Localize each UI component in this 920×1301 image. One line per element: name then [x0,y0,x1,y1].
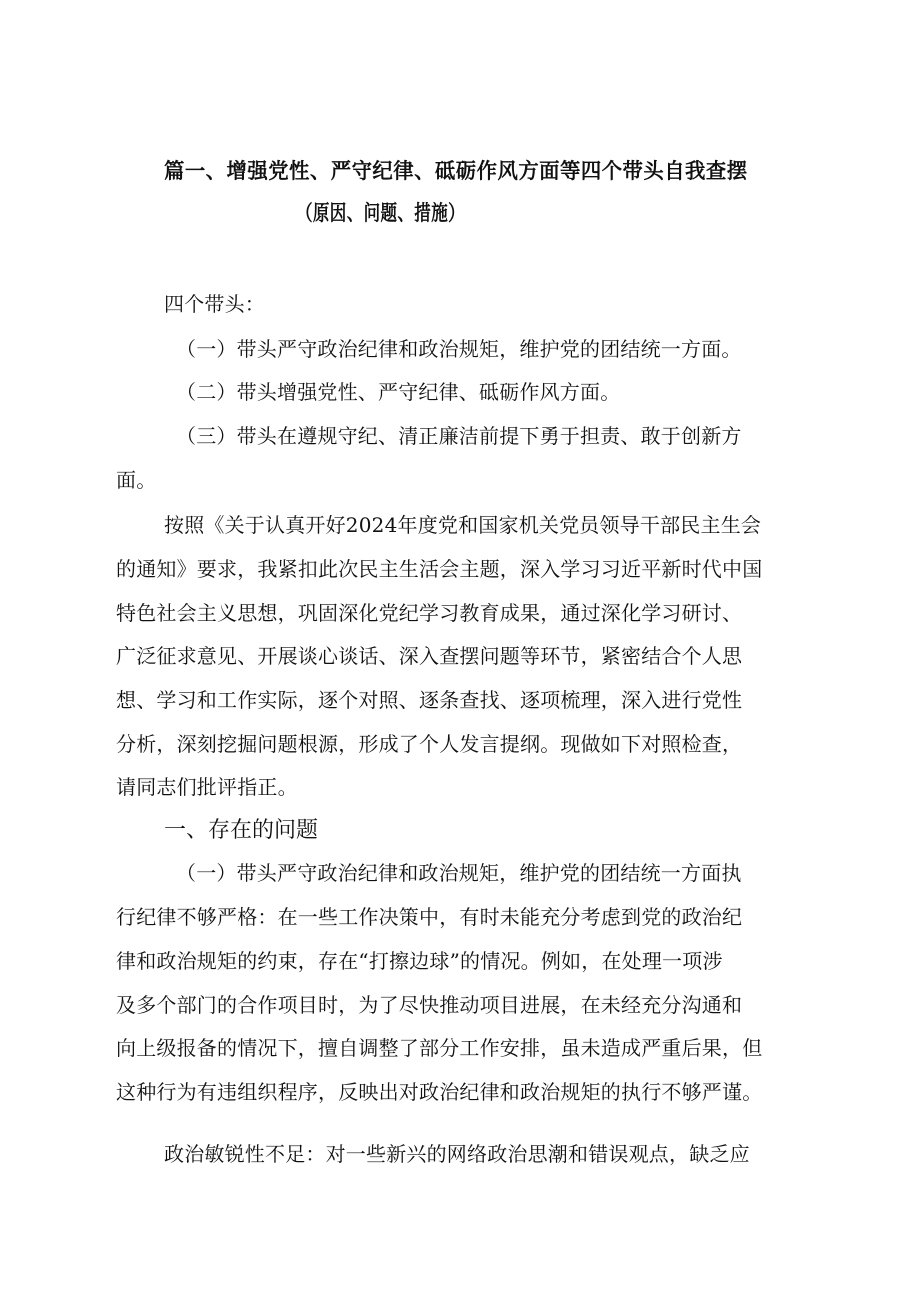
intro-item-3-continued: 面。 [116,468,157,492]
paragraph1-line1: 按照《关于认真开好2024年度党和国家机关党员领导干部民主生会 [164,513,762,537]
intro-label: 四个带头： [164,292,265,316]
section1-line5: 向上级报备的情况下，擅自调整了部分工作安排，虽未造成严重后果，但 [116,1036,763,1060]
paragraph1-line2: 的通知》要求，我紧扣此次民主生活会主题，深入学习习近平新时代中国 [116,557,763,581]
intro-item-1: （一）带头严守政治纪律和政治规矩，维护党的团结统一方面。 [176,337,742,361]
section1-line3: 律和政治规矩的约束，存在“打擦边球”的情况。例如，在处理一项涉 [116,949,723,973]
section1-paragraph2-line1: 政治敏锐性不足：对一些新兴的网络政治思潮和错误观点，缺乏应 [164,1142,750,1166]
paragraph1-line3: 特色社会主义思想，巩固深化党纪学习教育成果，通过深化学习研讨、 [116,601,743,625]
paragraph1-line4: 广泛征求意见、开展谈心谈话、深入查摆问题等环节，紧密结合个人思 [116,644,743,668]
section1-line6: 这种行为有违组织程序，反映出对政治纪律和政治规矩的执行不够严谨。 [116,1080,763,1104]
section1-line2: 行纪律不够严格：在一些工作决策中，有时未能充分考虑到党的政治纪 [116,905,743,929]
document-title-line2: （原因、问题、措施） [296,201,466,225]
section1-line4: 及多个部门的合作项目时，为了尽快推动项目进展，在未经充分沟通和 [116,993,743,1017]
paragraph1-line5: 想、学习和工作实际，逐个对照、逐条查找、逐项梳理，深入进行党性 [116,688,743,712]
intro-item-3: （三）带头在遵规守纪、清正廉洁前提下勇于担责、敢于创新方 [176,424,742,448]
document-title-line1: 篇一、增强党性、严守纪律、砥砺作风方面等四个带头自我查摆 [164,159,748,183]
paragraph1-line7: 请同志们批评指正。 [116,775,298,799]
intro-item-2: （二）带头增强党性、严守纪律、砥砺作风方面。 [176,380,621,404]
section1-line1: （一）带头严守政治纪律和政治规矩，维护党的团结统一方面执 [176,861,742,885]
paragraph1-line6: 分析，深刻挖掘问题根源，形成了个人发言提纲。现做如下对照检查， [116,732,743,756]
section1-heading: 一、存在的问题 [164,818,319,843]
